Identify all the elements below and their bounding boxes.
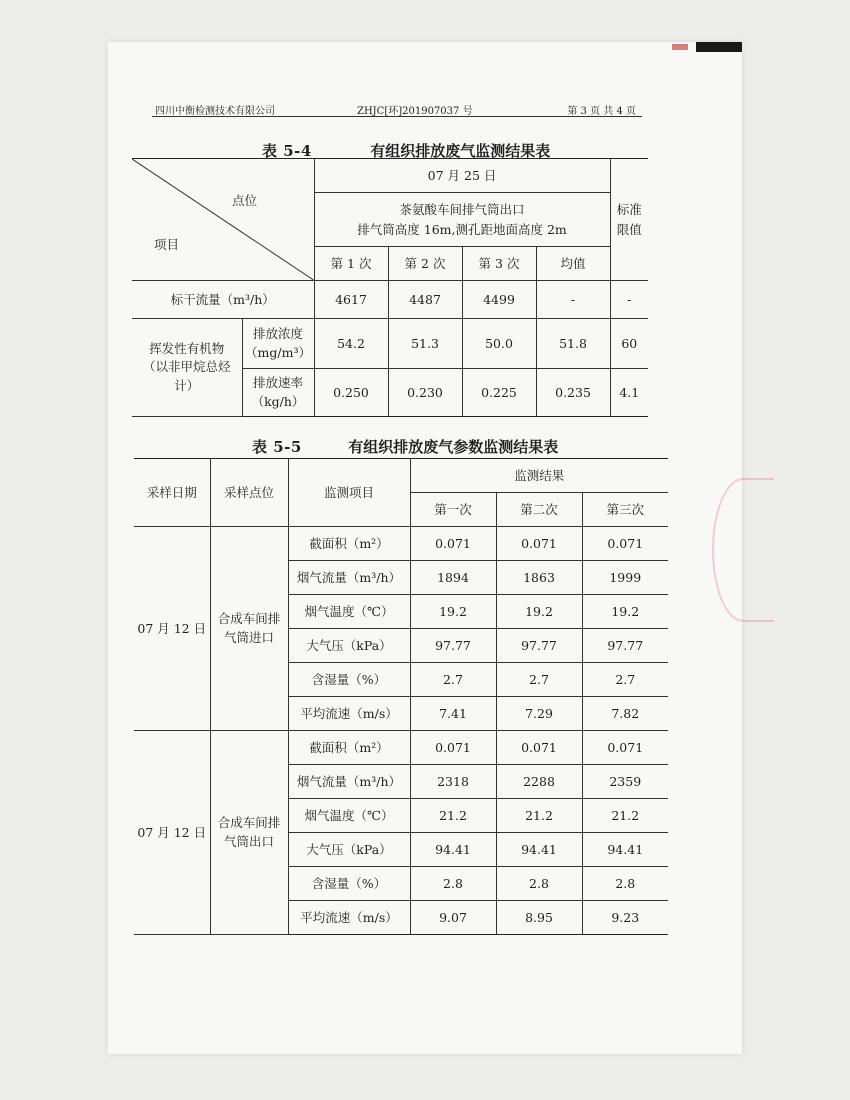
header-run1: 第一次 bbox=[410, 493, 496, 527]
flow-label: 标干流量（m³/h） bbox=[132, 281, 314, 319]
flow-run1: 4617 bbox=[314, 281, 388, 319]
page-header bbox=[152, 100, 642, 117]
rate-run3: 0.225 bbox=[462, 369, 536, 417]
header-monitoring-results: 监测结果 bbox=[410, 459, 668, 493]
group1-date: 07 月 12 日 bbox=[134, 527, 210, 731]
company-name: 四川中衡检测技术有限公司 bbox=[155, 106, 275, 117]
voc-label bbox=[132, 319, 242, 417]
flow-run3: 4499 bbox=[462, 281, 536, 319]
row-value: 97.77 bbox=[496, 629, 582, 663]
conc-run3: 50.0 bbox=[462, 319, 536, 369]
group2-point-line-2: 气筒出口 bbox=[223, 833, 274, 849]
row-item: 平均流速（m/s） bbox=[288, 697, 410, 731]
rate-label bbox=[242, 369, 314, 417]
row-item: 大气压（kPa） bbox=[288, 629, 410, 663]
row-value: 21.2 bbox=[496, 799, 582, 833]
col-header-run1: 第 1 次 bbox=[314, 247, 388, 281]
standard-header bbox=[610, 159, 648, 281]
date-header: 07 月 25 日 bbox=[314, 159, 610, 193]
rate-run1: 0.250 bbox=[314, 369, 388, 417]
table-5-5-title: 有组织排放废气参数监测结果表 bbox=[348, 438, 559, 456]
group2-point-line-1: 合成车间排 bbox=[217, 815, 281, 831]
report-number: ZHJC[环]201907037 号 bbox=[357, 106, 473, 117]
row-value: 2318 bbox=[410, 765, 496, 799]
row-item: 含湿量（%） bbox=[288, 663, 410, 697]
row-value: 19.2 bbox=[582, 595, 668, 629]
table-5-5-caption bbox=[252, 436, 558, 457]
location-line-1: 茶氨酸车间排气筒出口 bbox=[399, 202, 525, 218]
row-value: 21.2 bbox=[410, 799, 496, 833]
group1-point-line-2: 气筒进口 bbox=[223, 629, 274, 645]
flow-run2: 4487 bbox=[388, 281, 462, 319]
row-item: 烟气流量（m³/h） bbox=[288, 561, 410, 595]
voc-line-2: （以非甲烷总烃 bbox=[142, 359, 231, 375]
diag-point-label: 点位 bbox=[232, 193, 258, 208]
row-value: 2.7 bbox=[582, 663, 668, 697]
conc-mean: 51.8 bbox=[536, 319, 610, 369]
row-value: 0.071 bbox=[410, 527, 496, 561]
row-value: 97.77 bbox=[582, 629, 668, 663]
diagonal-line bbox=[132, 159, 314, 280]
group1-point-line-1: 合成车间排 bbox=[217, 611, 281, 627]
row-value: 0.071 bbox=[582, 731, 668, 765]
header-sampling-point: 采样点位 bbox=[210, 459, 288, 527]
header-run3: 第三次 bbox=[582, 493, 668, 527]
table-5-4 bbox=[132, 158, 648, 417]
row-value: 1894 bbox=[410, 561, 496, 595]
row-item: 截面积（m²） bbox=[288, 731, 410, 765]
group2-date: 07 月 12 日 bbox=[134, 731, 210, 935]
binder-clip bbox=[696, 42, 742, 52]
row-value: 19.2 bbox=[496, 595, 582, 629]
flow-mean: - bbox=[536, 281, 610, 319]
location-line-2: 排气筒高度 16m,测孔距地面高度 2m bbox=[357, 221, 567, 237]
col-header-run3: 第 3 次 bbox=[462, 247, 536, 281]
row-value: 19.2 bbox=[410, 595, 496, 629]
col-header-run2: 第 2 次 bbox=[388, 247, 462, 281]
rate-line-1: 排放速率 bbox=[252, 375, 303, 391]
row-value: 2.8 bbox=[410, 867, 496, 901]
row-value: 1999 bbox=[582, 561, 668, 595]
row-value: 2.8 bbox=[496, 867, 582, 901]
table-5-5 bbox=[134, 458, 668, 935]
row-value: 0.071 bbox=[410, 731, 496, 765]
voc-line-1: 挥发性有机物 bbox=[149, 341, 225, 357]
header-run2: 第二次 bbox=[496, 493, 582, 527]
rate-run2: 0.230 bbox=[388, 369, 462, 417]
row-item: 烟气流量（m³/h） bbox=[288, 765, 410, 799]
rate-standard: 4.1 bbox=[610, 369, 648, 417]
conc-run1: 54.2 bbox=[314, 319, 388, 369]
row-item: 烟气温度（℃） bbox=[288, 799, 410, 833]
row-value: 2288 bbox=[496, 765, 582, 799]
row-value: 2.7 bbox=[410, 663, 496, 697]
rate-line-2: （kg/h） bbox=[251, 393, 305, 409]
table-5-4-label: 表 5-4 bbox=[262, 142, 312, 160]
group2-point bbox=[210, 731, 288, 935]
row-value: 21.2 bbox=[582, 799, 668, 833]
voc-line-3: 计） bbox=[174, 377, 200, 393]
group1-point bbox=[210, 527, 288, 731]
diag-item-label: 项目 bbox=[154, 237, 180, 252]
conc-line-2: （mg/m³） bbox=[245, 344, 311, 360]
row-value: 2.8 bbox=[582, 867, 668, 901]
row-value: 7.41 bbox=[410, 697, 496, 731]
row-value: 94.41 bbox=[496, 833, 582, 867]
row-value: 0.071 bbox=[582, 527, 668, 561]
row-value: 1863 bbox=[496, 561, 582, 595]
conc-label bbox=[242, 319, 314, 369]
row-value: 7.29 bbox=[496, 697, 582, 731]
flow-standard: - bbox=[610, 281, 648, 319]
location-header bbox=[314, 193, 610, 247]
row-value: 97.77 bbox=[410, 629, 496, 663]
row-value: 0.071 bbox=[496, 731, 582, 765]
rate-mean: 0.235 bbox=[536, 369, 610, 417]
diagonal-header-cell bbox=[132, 159, 314, 281]
row-item: 烟气温度（℃） bbox=[288, 595, 410, 629]
row-value: 94.41 bbox=[410, 833, 496, 867]
standard-line-1: 标准 bbox=[616, 202, 642, 218]
conc-standard: 60 bbox=[610, 319, 648, 369]
binder-clip-tab bbox=[672, 44, 688, 50]
row-item: 大气压（kPa） bbox=[288, 833, 410, 867]
row-value: 94.41 bbox=[582, 833, 668, 867]
table-5-4-title: 有组织排放废气监测结果表 bbox=[370, 142, 551, 160]
row-value: 7.82 bbox=[582, 697, 668, 731]
row-item: 含湿量（%） bbox=[288, 867, 410, 901]
row-value: 2.7 bbox=[496, 663, 582, 697]
row-item: 平均流速（m/s） bbox=[288, 901, 410, 935]
header-sampling-date: 采样日期 bbox=[134, 459, 210, 527]
col-header-mean: 均值 bbox=[536, 247, 610, 281]
row-value: 2359 bbox=[582, 765, 668, 799]
table-row bbox=[134, 527, 668, 561]
conc-run2: 51.3 bbox=[388, 319, 462, 369]
table-5-5-label: 表 5-5 bbox=[252, 438, 302, 456]
row-value: 8.95 bbox=[496, 901, 582, 935]
page-number: 第 3 页 共 4 页 bbox=[567, 106, 636, 117]
conc-line-1: 排放浓度 bbox=[252, 326, 303, 342]
standard-line-2: 限值 bbox=[616, 221, 642, 237]
row-value: 9.23 bbox=[582, 901, 668, 935]
header-monitoring-item: 监测项目 bbox=[288, 459, 410, 527]
row-item: 截面积（m²） bbox=[288, 527, 410, 561]
row-value: 0.071 bbox=[496, 527, 582, 561]
row-value: 9.07 bbox=[410, 901, 496, 935]
seal-stamp-edge bbox=[712, 478, 774, 622]
table-row bbox=[134, 731, 668, 765]
